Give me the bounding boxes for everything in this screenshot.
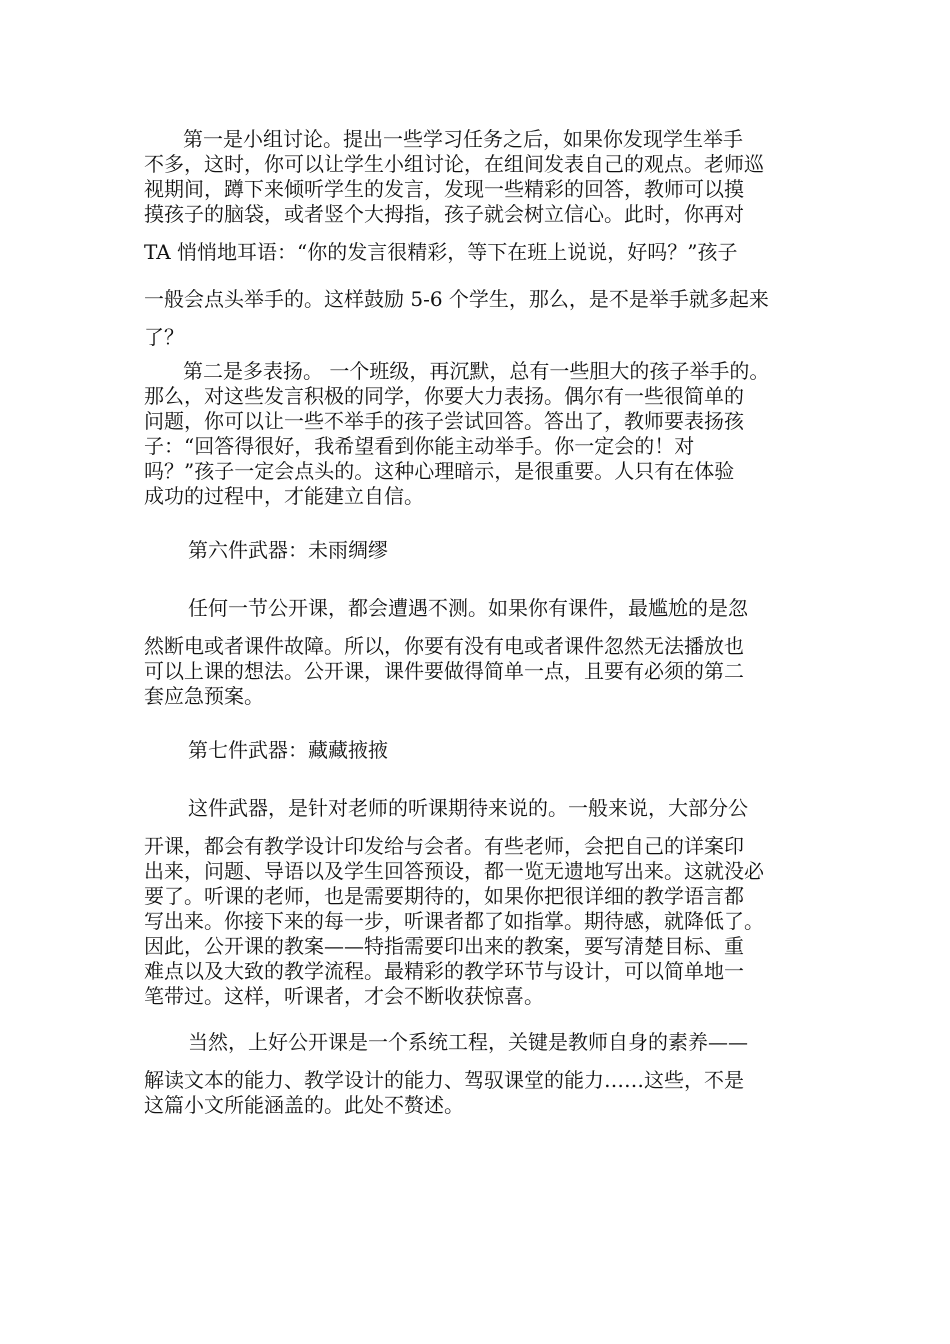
text-line: 视期间，蹲下来倾听学生的发言，发现一些精彩的回答，教师可以摸 xyxy=(144,177,744,201)
text-line: 了？ xyxy=(144,325,184,349)
text-line: 第二是多表扬。 一个班级，再沉默，总有一些胆大的孩子举手的。 xyxy=(183,359,770,383)
heading-weapon-six: 第六件武器：未雨绸缪 xyxy=(188,538,388,562)
text-line: 开课，都会有教学设计印发给与会者。有些老师，会把自己的详案印 xyxy=(144,834,744,858)
heading-weapon-seven: 第七件武器：藏藏掖掖 xyxy=(188,738,388,762)
text-line: 任何一节公开课，都会遭遇不测。如果你有课件，最尴尬的是忽 xyxy=(188,596,748,620)
text-line: 这件武器，是针对老师的听课期待来说的。一般来说，大部分公 xyxy=(188,796,748,820)
text-line: 成功的过程中，才能建立自信。 xyxy=(144,484,424,508)
text-line: 当然，上好公开课是一个系统工程，关键是教师自身的素养—— xyxy=(188,1030,748,1054)
text-line: 解读文本的能力、教学设计的能力、驾驭课堂的能力……这些，不是 xyxy=(144,1068,744,1092)
text-line: 套应急预案。 xyxy=(144,684,264,708)
text-line: 出来，问题、导语以及学生回答预设，都一览无遗地写出来。这就没必 xyxy=(144,859,764,883)
text-line: 那么，对这些发言积极的同学，你要大力表扬。偶尔有一些很简单的 xyxy=(144,384,744,408)
text-line: TA 悄悄地耳语：“你的发言很精彩，等下在班上说说，好吗？”孩子 xyxy=(144,240,738,264)
text-line: 因此，公开课的教案——特指需要印出来的教案，要写清楚目标、重 xyxy=(144,934,744,958)
text-line: 笔带过。这样，听课者，才会不断收获惊喜。 xyxy=(144,984,544,1008)
text-line: 然断电或者课件故障。所以，你要有没有电或者课件忽然无法播放也 xyxy=(144,634,744,658)
text-line: 不多，这时，你可以让学生小组讨论，在组间发表自己的观点。老师巡 xyxy=(144,152,764,176)
text-line: 写出来。你接下来的每一步，听课者都了如指掌。期待感，就降低了。 xyxy=(144,909,764,933)
text-line: 问题，你可以让一些不举手的孩子尝试回答。答出了，教师要表扬孩 xyxy=(144,409,744,433)
text-line: 摸孩子的脑袋，或者竖个大拇指，孩子就会树立信心。此时，你再对 xyxy=(144,202,744,226)
text-line: 要了。听课的老师，也是需要期待的，如果你把很详细的教学语言都 xyxy=(144,884,744,908)
text-line: 第一是小组讨论。提出一些学习任务之后，如果你发现学生举手 xyxy=(183,127,743,151)
text-line: 难点以及大致的教学流程。最精彩的教学环节与设计，可以简单地一 xyxy=(144,959,744,983)
text-line: 一般会点头举手的。这样鼓励 5-6 个学生，那么，是不是举手就多起来 xyxy=(144,287,769,311)
text-line: 吗？”孩子一定会点头的。这种心理暗示，是很重要。人只有在体验 xyxy=(144,459,735,483)
text-line: 可以上课的想法。公开课，课件要做得简单一点，且要有必须的第二 xyxy=(144,659,744,683)
text-line: 子：“回答得很好，我希望看到你能主动举手。你一定会的！对 xyxy=(144,434,695,458)
text-line: 这篇小文所能涵盖的。此处不赘述。 xyxy=(144,1093,464,1117)
